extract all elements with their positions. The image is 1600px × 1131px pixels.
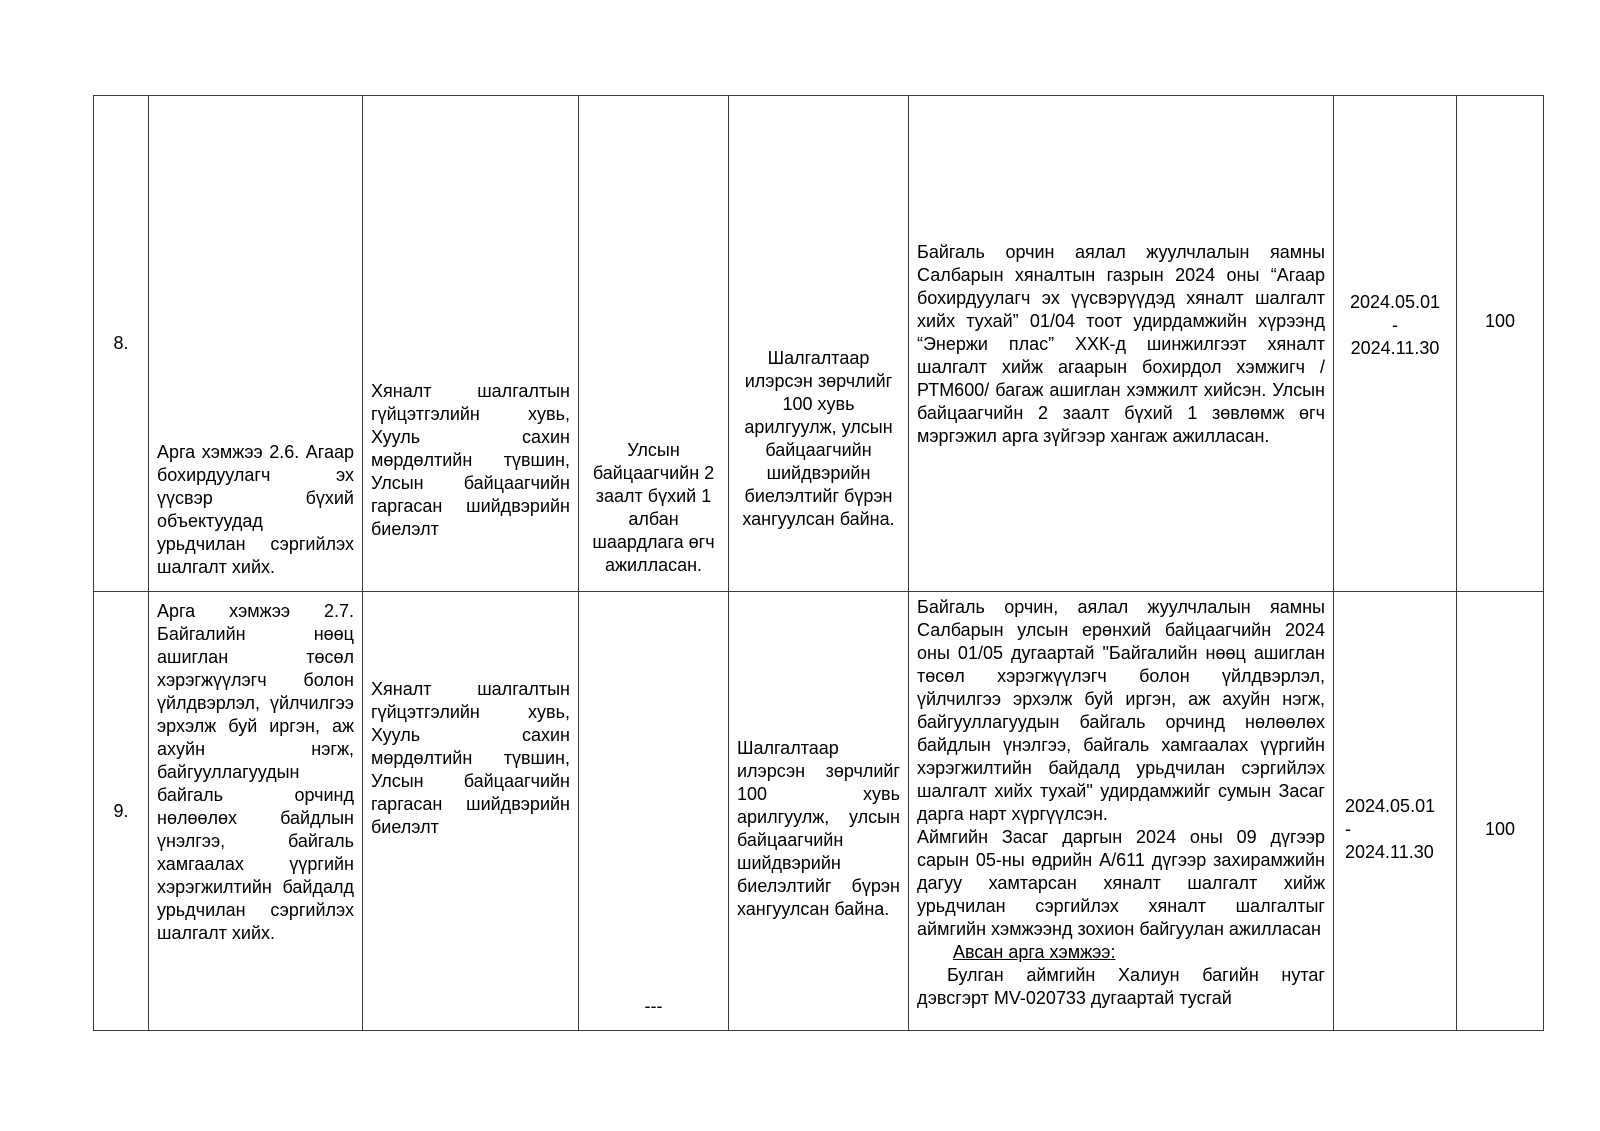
score-value: 100 — [1484, 818, 1516, 839]
target-text: Шалгалтаар илэрсэн зөрчлийг 100 хувь арилгуулж, улсын байцаагчийн шийдвэрийн биелэлтийг бүрэн хангуулсан байна. — [742, 348, 895, 529]
table-row-8 — [94, 96, 1544, 592]
score-value: 100 — [1484, 311, 1516, 331]
criteria-text: Хяналт шалгалтын гүйцэтгэлийн хувь, Хууль сахин мөрдөлтийн түвшин, Улсын байцаагчийн гаргасан шийдвэрийн биелэлт — [371, 381, 570, 539]
output-cell — [579, 592, 729, 1031]
result-cell — [909, 96, 1334, 592]
row-number-cell — [94, 96, 149, 592]
row-number: 9. — [113, 800, 129, 821]
target-text: Шалгалтаар илэрсэн зөрчлийг 100 хувь арилгуулж, улсын байцаагчийн шийдвэрийн биелэлтийг бүрэн хангуулсан байна. — [737, 738, 900, 919]
measure-text: Арга хэмжээ 2.7. Байгалийн нөөц ашиглан төсөл хэрэгжүүлэгч болон үйлдвэрлэл, үйлчилгээ эрхэлж буй иргэн, аж ахуйн нэгж, байгууллагуудын байгаль орчинд нөлөөлөх байдлын үнэлгээ, байгаль хамгаалах үүргийн хэрэгжилтийн байдалд урьдчилан сэргийлэх шалгалт хийх. — [157, 601, 354, 943]
output-cell — [579, 96, 729, 592]
table-row-9 — [94, 592, 1544, 1031]
result-paragraph: Аймгийн Засаг даргын 2024 оны 09 дүгээр сарын 05-ны өдрийн А/611 дүгээр захирамжийн дагуу хамтарсан хяналт шалгалт хийж урьдчилан сэргийлэх хяналт шалгалтыг аймгийн хэмжээнд зохион байгуулан ажилласан — [917, 827, 1325, 939]
report-table-container — [93, 95, 1544, 1031]
score-cell — [1457, 592, 1544, 1031]
period-end: 2024.11.30 — [1345, 841, 1434, 862]
target-cell — [729, 96, 909, 592]
measure-text: Арга хэмжээ 2.6. Агаар бохирдуулагч эх үүсвэр бүхий объектуудад урьдчилан сэргийлэх шалгалт хийх. — [157, 442, 354, 577]
measure-cell — [149, 96, 363, 592]
period-separator: - — [1345, 818, 1351, 839]
output-text: Улсын байцаагчийн 2 заалт бүхий 1 албан шаардлага өгч ажилласан. — [592, 440, 715, 575]
target-cell — [729, 592, 909, 1031]
period-separator: - — [1392, 315, 1398, 335]
result-clipped-content — [917, 596, 1325, 1010]
criteria-cell — [363, 592, 579, 1031]
result-paragraph: Байгаль орчин, аялал жуулчлалын яамны Салбарын улсын ерөнхий байцаагчийн 2024 оны 01/05 дугаартай "Байгалийн нөөц ашиглан төсөл хэрэгжүүлэгч болон үйлдвэрлэл, үйлчилгээ эрхэлж буй иргэн, аж ахуйн нэгж, байгууллагуудын байгаль орчинд нөлөөлөх байдлын үнэлгээ, байгаль хамгаалах үүргийн хэрэгжилтийн байдалд урьдчилан сэргийлэх шалгалт хийх тухай" удирдамжийг сумын Засаг дарга нарт хүргүүлсэн. — [917, 597, 1325, 824]
row-number: 8. — [113, 333, 129, 353]
criteria-cell — [363, 96, 579, 592]
period-cell — [1334, 96, 1457, 592]
criteria-text: Хяналт шалгалтын гүйцэтгэлийн хувь, Хууль сахин мөрдөлтийн түвшин, Улсын байцаагчийн гаргасан шийдвэрийн биелэлт — [371, 679, 570, 837]
result-paragraph-continued: Булган аймгийн Халиун багийн нутаг дэвсгэрт MV-020733 дугаартай тусгай — [917, 965, 1325, 1008]
period-cell — [1334, 592, 1457, 1031]
row-number-cell — [94, 592, 149, 1031]
measure-cell — [149, 592, 363, 1031]
result-paragraph: Байгаль орчин аялал жуулчлалын яамны Салбарын хяналтын газрын 2024 оны “Агаар бохирдуулагч эх үүсвэрүүдэд хяналт шалгалт хийх тухай” 01/04 тоот удирдамжийн хүрээнд “Энержи плас” ХХК-д шинжилгээт хяналт шалгалт хийж агаарын бохирдол хэмжигч /РТМ600/ багаж ашиглан хэмжилт хийсэн. Улсын байцаагчийн 2 заалт бүхий 1 зөвлөмж өгч мэргэжил арга зүйгээр хангаж ажилласан. — [917, 242, 1325, 446]
output-placeholder-dashes: --- — [644, 996, 663, 1016]
period-start: 2024.05.01 — [1349, 292, 1441, 312]
result-section-heading: Авсан арга хэмжээ: — [953, 942, 1116, 962]
score-cell — [1457, 96, 1544, 592]
period-start: 2024.05.01 — [1345, 795, 1436, 816]
period-end: 2024.11.30 — [1350, 338, 1440, 358]
inspection-report-table — [93, 95, 1544, 1031]
result-cell — [909, 592, 1334, 1031]
